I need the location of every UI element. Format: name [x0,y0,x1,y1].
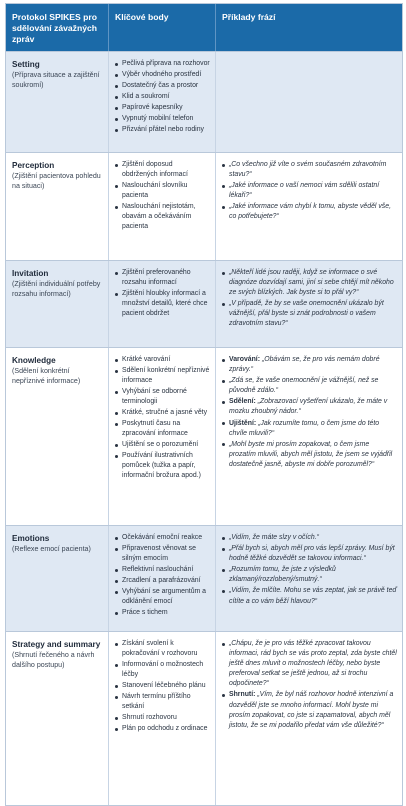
table-row [6,260,402,347]
step-cell [6,52,108,152]
key-point: Návrh termínu příštího setkání [115,692,210,712]
key-points-cell [108,348,215,525]
key-point: Klid a soukromí [115,92,210,102]
spikes-table [5,3,403,806]
key-points-cell [108,52,215,152]
step-subtitle: (Shrnutí řečeného a návrh dalšího postupu) [12,651,95,670]
key-point: Reflektivní naslouchání [115,565,210,575]
phrase [222,397,397,417]
key-point: Dostatečný čas a prostor [115,81,210,91]
key-point: Stanovení léčebného plánu [115,681,210,691]
phrases-cell [215,526,402,631]
table-row [6,347,402,525]
phrase [222,565,397,585]
phrase-text: „Chápu, že je pro vás těžké zpracovat takovou informaci, rád bych se vás proto zeptal, zda byste chtěl ještě dnes mluvit o možnostech léčby, nebo byste preferoval setkat se ještě jednou, až si trochu odpočinete?“ [229,640,397,688]
phrases-list [222,355,397,470]
phrase [222,586,397,606]
key-point: Poskytnutí času na zpracování informace [115,419,210,439]
key-point: Vyhýbání se argumentům a odklánění emocí [115,587,210,607]
key-points-list [115,160,210,232]
phrase-text: „Obávám se, že pro vás nemám dobré zprávy.“ [229,356,380,374]
phrase [222,639,397,689]
table-row [6,631,402,805]
key-point: Shrnutí rozhovoru [115,713,210,723]
phrases-cell [215,153,402,260]
key-points-cell [108,153,215,260]
table-body [6,51,402,805]
key-points-list [115,268,210,319]
key-point: Krátké varování [115,355,210,365]
key-point: Vypnutý mobilní telefon [115,114,210,124]
step-cell [6,526,108,631]
key-points-cell [108,261,215,347]
key-point: Očekávání emoční reakce [115,533,210,543]
key-point: Ujištění se o porozumění [115,440,210,450]
key-point: Pečlivá příprava na rozhovor [115,59,210,69]
phrases-list [222,533,397,607]
table-header [6,4,402,51]
step-cell [6,261,108,347]
key-point: Plán po odchodu z ordinace [115,724,210,734]
phrase [222,440,397,470]
step-title: Perception [12,161,55,170]
step-title: Strategy and summary [12,640,101,649]
table-row [6,525,402,631]
phrase [222,160,397,180]
table-row [6,152,402,260]
step-subtitle: (Zjištění pacientova pohledu na situaci) [12,172,101,191]
key-point: Zjištění doposud obdržených informací [115,160,210,180]
key-point: Informování o možnostech léčby [115,660,210,680]
key-point: Papírové kapesníky [115,103,210,113]
key-point: Používání ilustrativních pomůcek (tužka a papír, informační brožura apod.) [115,451,210,481]
step-title: Invitation [12,269,49,278]
phrase-text: „V případě, že by se vaše onemocnění ukázalo být vážnější, přál byste si znát podrobnosti o vašem zdravotním stavu?“ [229,300,384,328]
key-points-cell [108,632,215,805]
phrase [222,419,397,439]
phrase-text: „Vím, že byl náš rozhovor hodně intenzivní a dozvěděl jste se mnoho informací. Mohl byste mi prosím zopakovat, co jste si zapamatoval, abych měl jistotu, že se mi podařilo předat vám vše důležité?“ [229,691,394,729]
phrase-text: „Jaké informace o vaší nemoci vám sdělili ostatní lékaři?“ [229,182,380,200]
phrase-label: Varování: [229,356,261,363]
phrases-cell [215,348,402,525]
step-title: Setting [12,60,40,69]
phrases-list [222,160,397,223]
key-point: Zjištění preferovaného rozsahu informací [115,268,210,288]
phrase-text: „Přál bych si, abych měl pro vás lepší zprávy. Musí být hodně těžké dozvědět se takovou informaci.“ [229,545,395,563]
step-subtitle: (Reflexe emocí pacienta) [12,545,91,553]
phrase [222,355,397,375]
table-row [6,51,402,152]
step-title: Knowledge [12,356,56,365]
key-point: Zrcadlení a parafrázování [115,576,210,586]
key-point: Krátké, stručné a jasné věty [115,408,210,418]
phrase-text: „Vidím, že máte slzy v očích.“ [229,534,319,541]
key-point: Naslouchání slovníku pacienta [115,181,210,201]
phrase [222,299,397,329]
phrases-cell [215,52,402,152]
phrase-label: Sdělení: [229,398,256,406]
key-point: Připravenost věnovat se silným emocím [115,544,210,564]
key-points-cell [108,526,215,631]
phrase [222,376,397,396]
header-key-points: Klíčové body [108,4,215,51]
phrase-text: „Vidím, že mlčíte. Mohu se vás zeptat, jak se právě teď cítíte a co vám běží hlavou?“ [229,587,397,605]
phrases-cell [215,261,402,347]
key-point: Zjištění hloubky informací a množství detailů, které chce pacient obdržet [115,289,210,319]
phrase-label: Shrnutí: [229,691,256,699]
key-point: Sdělení konkrétní nepříznivé informace [115,366,210,386]
phrase [222,533,397,543]
step-subtitle: (Zjištění individuální potřeby rozsahu informací) [12,280,101,299]
key-point: Získání svolení k pokračování v rozhovoru [115,639,210,659]
phrase [222,202,397,222]
phrase [222,181,397,201]
step-subtitle: (Sdělení konkrétní nepříznivé informace) [12,367,81,386]
phrase [222,544,397,564]
step-cell [6,348,108,525]
phrase [222,268,397,298]
key-points-list [115,59,210,135]
step-cell [6,153,108,260]
step-cell [6,632,108,805]
key-point: Naslouchání nejistotám, obavám a očekáváním pacienta [115,202,210,232]
phrase-text: „Zdá se, že vaše onemocnění je vážnější, než se původně zdálo.“ [229,377,379,395]
key-point: Práce s tichem [115,608,210,618]
key-point: Výběr vhodného prostředí [115,70,210,80]
key-points-list [115,533,210,618]
key-points-list [115,639,210,734]
step-subtitle: (Příprava situace a zajištění soukromí) [12,71,100,90]
phrases-list [222,268,397,330]
key-points-list [115,355,210,481]
step-title: Emotions [12,534,50,543]
phrase-text: „Co všechno již víte o svém současném zdravotním stavu?“ [229,161,387,179]
phrase-text: „Rozumím tomu, že jste z výsledků zklamaný/rozzlobený/smutný.“ [229,566,336,584]
phrase-text: „Zobrazovací vyšetření ukázalo, že máte v mozku zhoubný nádor.“ [229,398,388,416]
phrase [222,690,397,730]
header-phrases: Příklady frází [215,4,402,51]
phrase-text: „Jak rozumíte tomu, o čem jsme do této chvíle mluvili?“ [229,419,380,437]
key-point: Přizvání přátel nebo rodiny [115,125,210,135]
phrases-cell [215,632,402,805]
phrase-text: „Někteří lidé jsou raději, když se informace o své diagnóze dozvídají sami, jiní si sebe chtějí mít někoho ze svých blízkých. Jak byste si to přál vy?“ [229,269,394,297]
phrases-list [222,639,397,731]
phrase-label: Ujištění: [229,419,257,427]
phrase-text: „Jaké informace vám chybí k tomu, abyste věděl vše, co potřebujete?“ [229,203,391,221]
phrase-text: „Mohl byste mi prosím zopakovat, o čem jsme prozatím mluvili, abych měl jistotu, že jsem se vyjádřil dostatečně jasně, abyste mi dobře porozuměl?“ [229,440,393,468]
key-point: Vyhýbání se odborné terminologii [115,387,210,407]
header-protocol: Protokol SPIKES pro sdělování závažných zpráv [12,12,98,44]
